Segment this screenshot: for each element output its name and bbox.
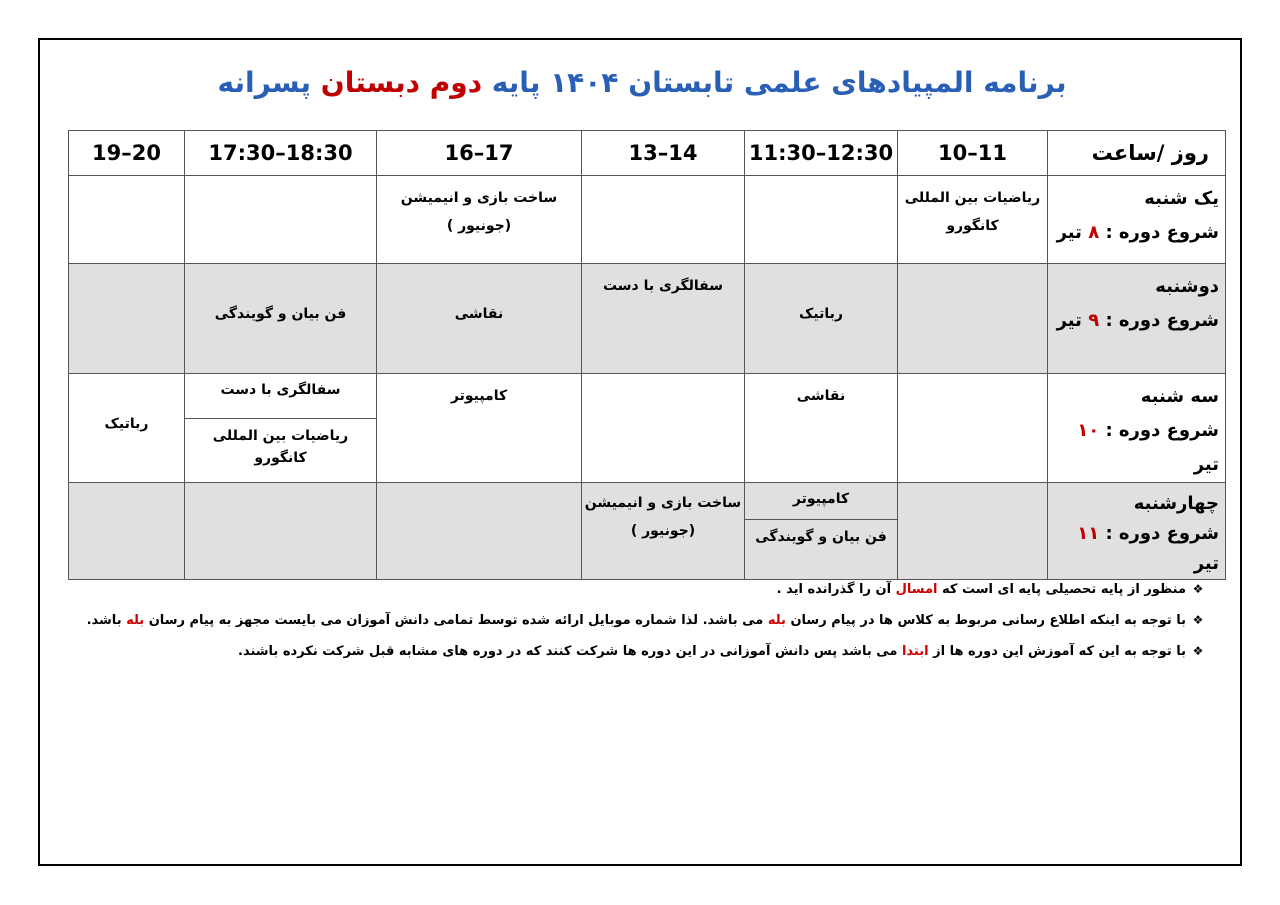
list-item: ❖ با توجه به اینکه اطلاع رسانی مربوط به کلاس ها در پیام رسان بله می باشد. لذا شماره موبایل ارائه شده توسط تمامی دانش آموزان می بایست مجهز به پیام رسان بله باشد.: [80, 605, 1210, 636]
split-cell: کامپیوتر فن بیان و گویندگی: [745, 483, 898, 580]
class-cell: ساخت بازی و انیمیشن (جونیور ): [377, 176, 582, 264]
class-cell: رباتیک: [69, 374, 185, 483]
empty-cell: [898, 264, 1048, 374]
schedule-table: [68, 130, 1226, 580]
day-name: یک شنبه: [1144, 188, 1219, 209]
day-name: چهارشنبه: [1133, 493, 1219, 514]
header-day-time: روز /ساعت: [1048, 131, 1226, 176]
course-start: شروع دوره : ۱۰ تیر: [1077, 420, 1219, 475]
day-cell: [1048, 483, 1226, 580]
table-row: [69, 374, 1226, 483]
header-row: [69, 131, 1226, 176]
list-item: ❖ با توجه به این که آموزش این دوره ها از ابتدا می باشد پس دانش آموزانی در این دوره ها شرکت کنند که در دوره های مشابه قبل شرکت نکرده باشند.: [80, 636, 1210, 667]
course-start: شروع دوره : ۸ تیر: [1056, 222, 1219, 243]
split-cell: سفالگری با دست ریاضیات بین المللی کانگورو: [185, 374, 377, 483]
class-cell: کامپیوتر: [377, 374, 582, 483]
empty-cell: [582, 374, 745, 483]
list-item: ❖ منظور از پایه تحصیلی پایه ای است که امسال آن را گذرانده اید .: [80, 574, 1210, 605]
table-row: [69, 176, 1226, 264]
diamond-bullet-icon: ❖: [1192, 613, 1204, 627]
empty-cell: [185, 483, 377, 580]
class-cell: فن بیان و گویندگی: [185, 264, 377, 374]
empty-cell: [745, 176, 898, 264]
header-slot-5: 17:30–18:30: [185, 131, 377, 176]
day-cell: [1048, 264, 1226, 374]
empty-cell: [898, 483, 1048, 580]
page-title: برنامه المپیادهای علمی تابستان ۱۴۰۴ پایه دوم دبستان پسرانه: [217, 66, 1067, 99]
notes-list: [80, 574, 1210, 667]
class-cell: نقاشی: [745, 374, 898, 483]
table-row: [69, 264, 1226, 374]
header-slot-3: 13–14: [582, 131, 745, 176]
day-cell: [1048, 374, 1226, 483]
empty-cell: [377, 483, 582, 580]
header-slot-4: 16–17: [377, 131, 582, 176]
class-cell: نقاشی: [377, 264, 582, 374]
class-cell: سفالگری با دست: [582, 264, 745, 374]
diamond-bullet-icon: ❖: [1192, 582, 1204, 596]
day-name: دوشنبه: [1155, 276, 1219, 297]
empty-cell: [582, 176, 745, 264]
course-start: شروع دوره : ۹ تیر: [1056, 310, 1219, 331]
header-slot-2: 11:30–12:30: [745, 131, 898, 176]
empty-cell: [69, 483, 185, 580]
empty-cell: [69, 176, 185, 264]
class-cell: ریاضیات بین المللی کانگورو: [898, 176, 1048, 264]
empty-cell: [185, 176, 377, 264]
empty-cell: [69, 264, 185, 374]
empty-cell: [898, 374, 1048, 483]
day-cell: [1048, 176, 1226, 264]
diamond-bullet-icon: ❖: [1192, 644, 1204, 658]
course-start: شروع دوره : ۱۱ تیر: [1077, 523, 1219, 574]
header-slot-1: 10–11: [898, 131, 1048, 176]
header-slot-6: 19–20: [69, 131, 185, 176]
class-cell: رباتیک: [745, 264, 898, 374]
title-grade: دوم دبستان: [320, 66, 483, 99]
class-cell: ساخت بازی و انیمیشن (جونیور ): [582, 483, 745, 580]
table-row: [69, 483, 1226, 580]
day-name: سه شنبه: [1140, 386, 1219, 407]
